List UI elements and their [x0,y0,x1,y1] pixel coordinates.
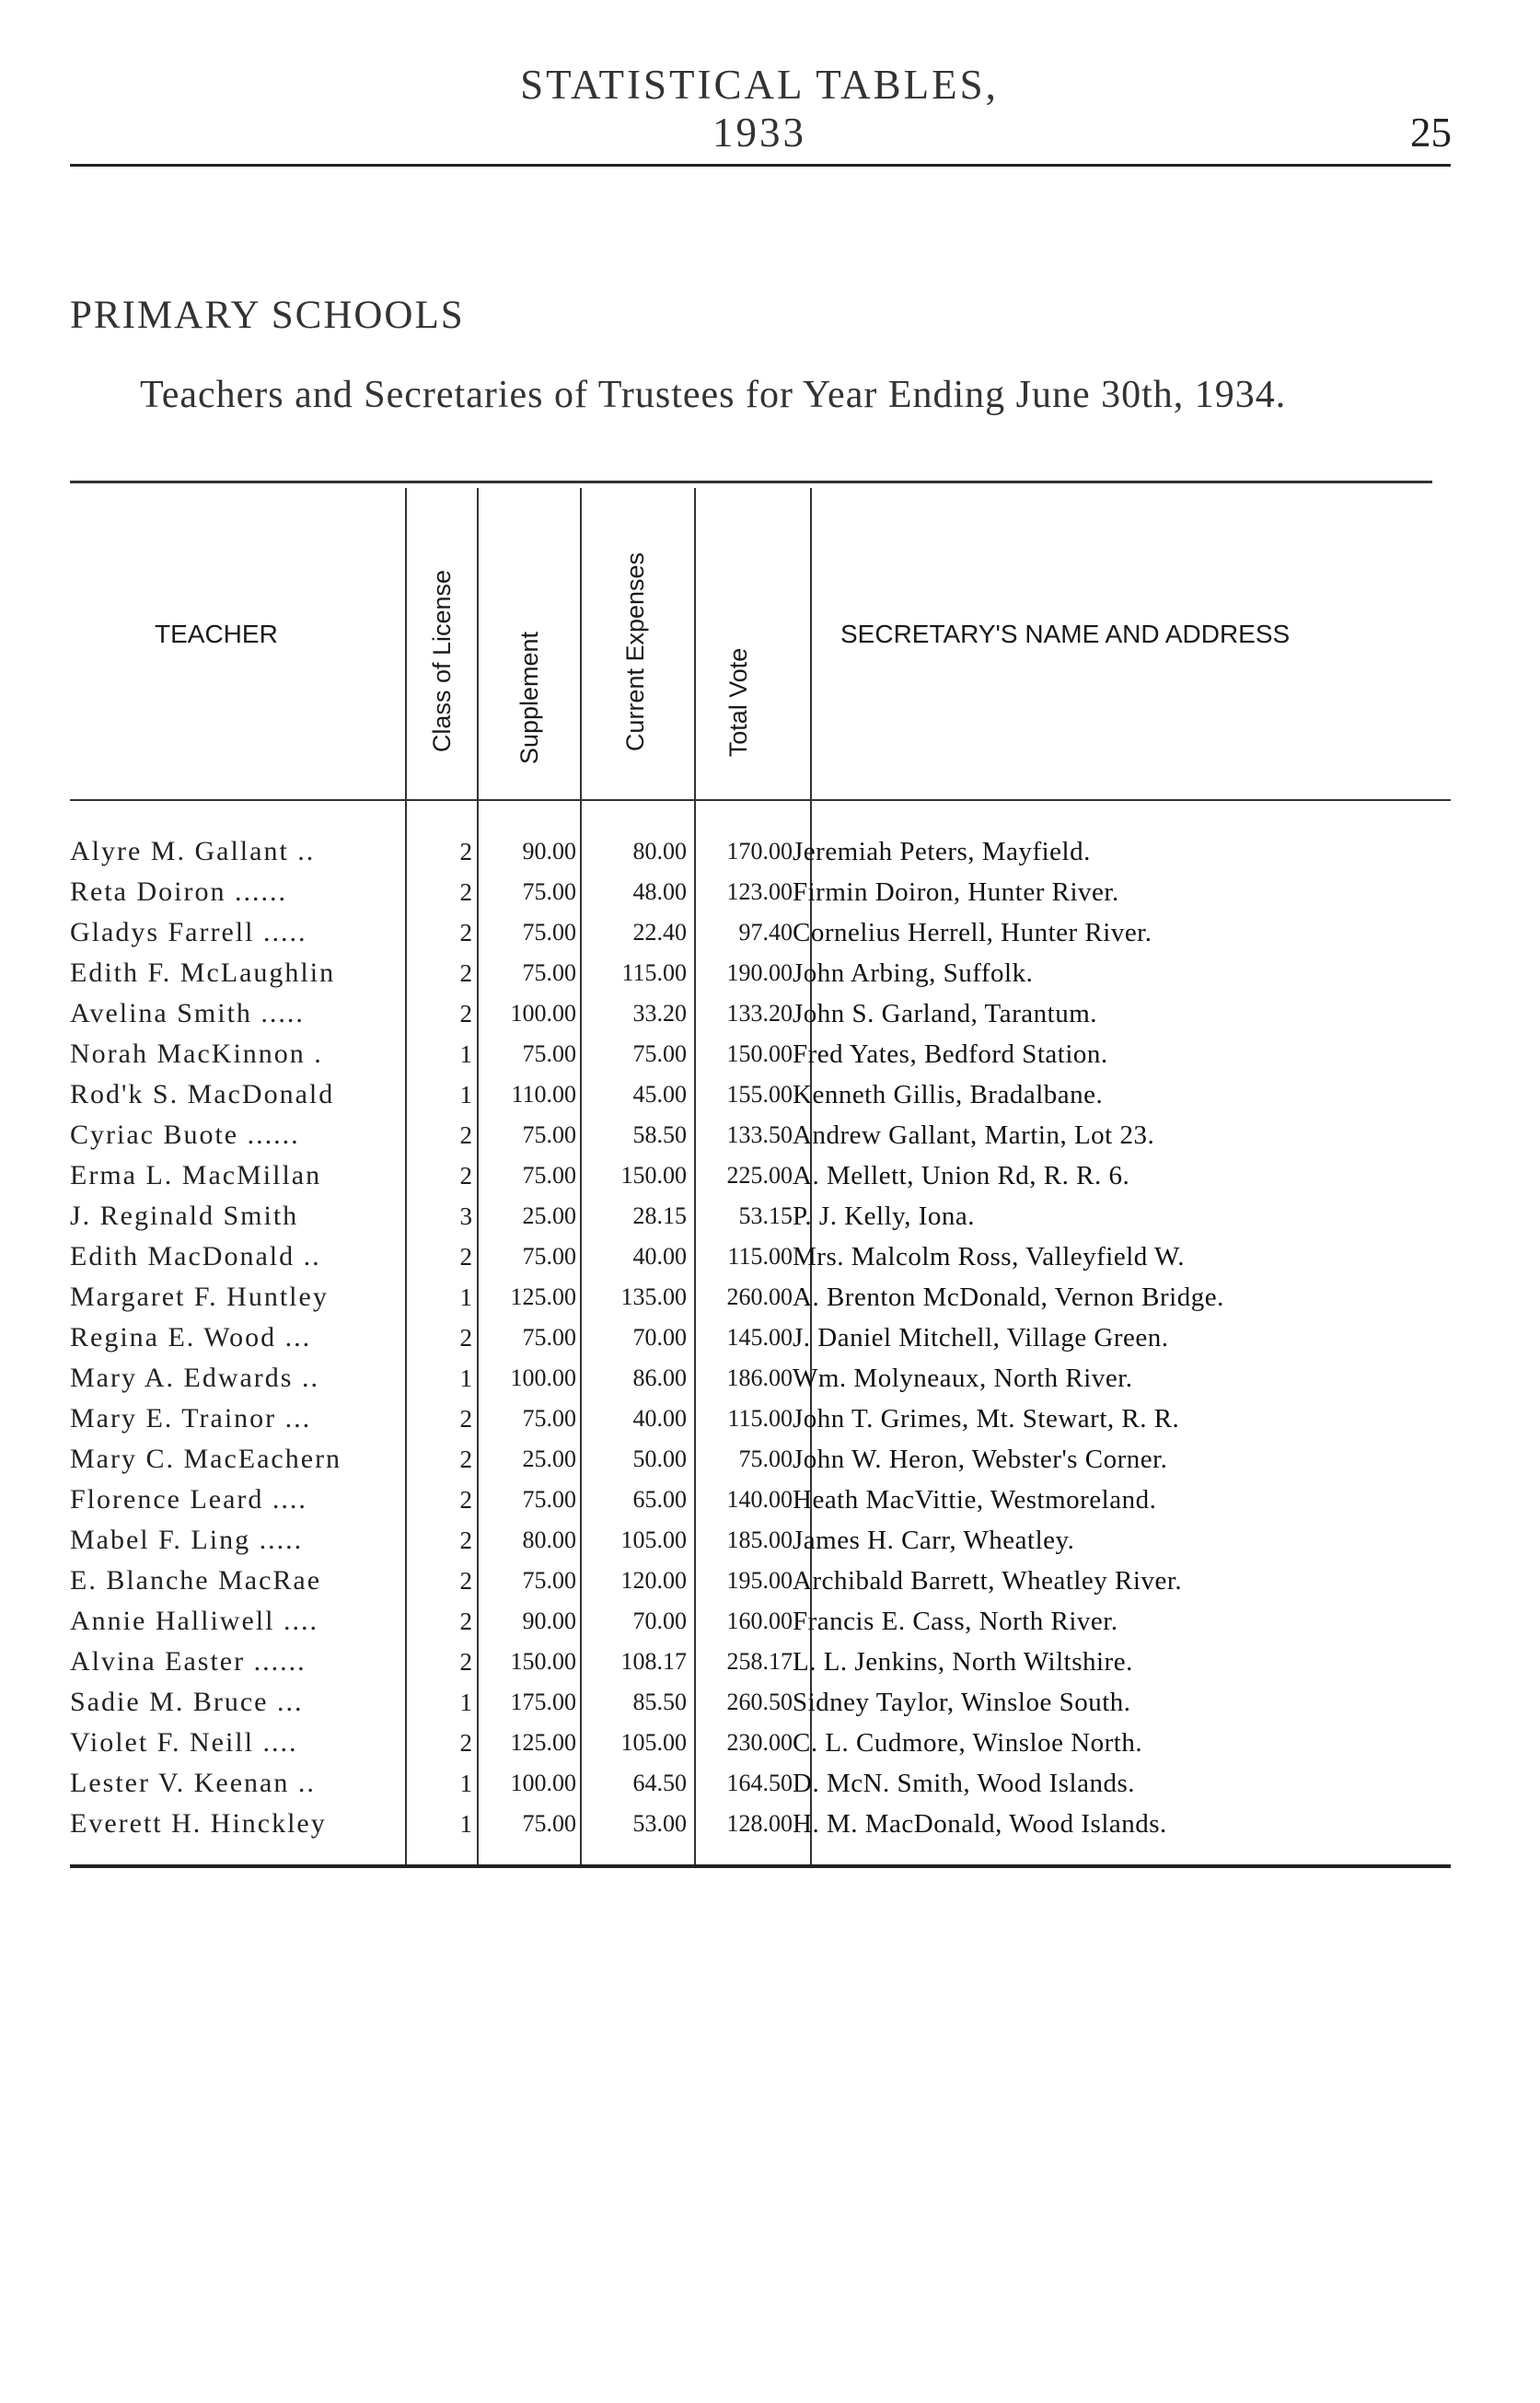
total-vote-value: 140.00 [726,1486,793,1513]
total-vote-value: 115.00 [727,1405,793,1432]
table-row [70,1318,1224,1358]
supplement-value: 75.00 [522,1810,576,1837]
total-vote-value: 75.00 [738,1445,793,1472]
table-row [70,1561,1224,1601]
teacher-name: Mary E. Trainor ... [70,1403,312,1434]
supplement-value: 80.00 [522,1527,576,1553]
table-row [70,1682,1224,1723]
secretary-name-address: P. J. Kelly, Iona. [793,1201,976,1231]
license-class: 1 [459,1809,472,1838]
license-class: 2 [459,958,472,987]
license-class: 2 [459,1242,472,1271]
supplement-value: 90.00 [522,838,576,865]
license-class: 2 [459,1323,472,1352]
table-row [70,1034,1224,1074]
total-vote-value: 195.00 [726,1567,793,1594]
supplement-value: 75.00 [522,1405,576,1432]
secretary-name-address: Fred Yates, Bedford Station. [793,1039,1108,1069]
table-row [70,831,1224,872]
column-header-total-vote: Total Vote [724,647,752,758]
current-expenses-value: 80.00 [632,838,687,865]
current-expenses-value: 70.00 [632,1608,687,1634]
secretary-name-address: A. Brenton McDonald, Vernon Bridge. [793,1282,1224,1312]
secretary-name-address: A. Mellett, Union Rd, R. R. 6. [793,1160,1130,1190]
current-expenses-value: 70.00 [632,1324,687,1351]
teacher-name: Norah MacKinnon . [70,1039,323,1069]
total-vote-value: 53.15 [738,1202,793,1229]
teacher-name: Cyriac Buote ...... [70,1120,300,1150]
running-title: STATISTICAL TABLES, 1933 [520,62,999,156]
license-class: 2 [459,1445,472,1473]
total-vote-value: 123.00 [726,878,793,905]
supplement-value: 110.00 [511,1081,576,1108]
section-title: PRIMARY SCHOOLS [70,294,465,337]
total-vote-value: 190.00 [726,959,793,986]
license-class: 2 [459,1566,472,1595]
table-row [70,872,1224,912]
license-class: 2 [459,1485,472,1514]
license-class: 2 [459,1120,472,1149]
total-vote-value: 145.00 [726,1324,793,1351]
secretary-name-address: Francis E. Cass, North River. [793,1606,1118,1636]
total-vote-value: 164.50 [726,1770,793,1796]
current-expenses-value: 40.00 [632,1243,687,1270]
teacher-name: Violet F. Neill .... [70,1727,298,1758]
license-class: 1 [459,1364,472,1392]
table-row [70,1601,1224,1642]
current-expenses-value: 150.00 [620,1162,687,1189]
license-class: 1 [459,1769,472,1797]
current-expenses-value: 48.00 [632,878,687,905]
total-vote-value: 186.00 [726,1364,793,1391]
table-row [70,912,1224,953]
license-class: 2 [459,837,472,865]
total-vote-value: 185.00 [726,1527,793,1553]
teacher-name: Reta Doiron ...... [70,876,287,907]
license-class: 2 [459,877,472,906]
total-vote-value: 115.00 [727,1243,793,1270]
teacher-name: Everett H. Hinckley [70,1808,327,1839]
license-class: 2 [459,1647,472,1676]
table-row [70,1115,1224,1155]
secretary-name-address: L. L. Jenkins, North Wiltshire. [793,1646,1133,1677]
current-expenses-value: 115.00 [621,959,687,986]
license-class: 1 [459,1039,472,1068]
license-class: 3 [459,1202,472,1230]
table-header-bottom-rule [70,799,1451,801]
page-number: 25 [1410,110,1452,156]
teacher-name: Sadie M. Bruce ... [70,1687,304,1717]
teacher-name: Mary A. Edwards .. [70,1363,319,1393]
total-vote-value: 260.00 [726,1283,793,1310]
supplement-value: 125.00 [510,1283,576,1310]
current-expenses-value: 33.20 [632,1000,687,1027]
total-vote-value: 97.40 [738,919,793,946]
supplement-value: 75.00 [522,1567,576,1594]
secretary-name-address: John S. Garland, Tarantum. [793,998,1097,1028]
current-expenses-value: 75.00 [632,1040,687,1067]
page-subtitle: Teachers and Secretaries of Trustees for Year Ending June 30th, 1934. [140,374,1287,416]
supplement-value: 100.00 [510,1000,576,1027]
secretary-name-address: Jeremiah Peters, Mayfield. [793,836,1091,866]
table-row [70,1236,1224,1277]
current-expenses-value: 58.50 [632,1121,687,1148]
teacher-name: Erma L. MacMillan [70,1160,322,1190]
current-expenses-value: 45.00 [632,1081,687,1108]
teacher-name: Annie Halliwell .... [70,1606,318,1636]
teacher-name: Florence Leard .... [70,1484,307,1515]
total-vote-value: 160.00 [726,1608,793,1634]
license-class: 1 [459,1283,472,1311]
supplement-value: 75.00 [522,959,576,986]
total-vote-value: 150.00 [726,1040,793,1067]
total-vote-value: 170.00 [726,838,793,865]
supplement-value: 75.00 [522,1324,576,1351]
license-class: 2 [459,1607,472,1635]
secretary-name-address: John W. Heron, Webster's Corner. [793,1444,1168,1474]
table-row [70,993,1224,1034]
supplement-value: 75.00 [522,1121,576,1148]
table-row [70,1439,1224,1480]
current-expenses-value: 64.50 [632,1770,687,1796]
column-header-secretary: SECRETARY'S NAME AND ADDRESS [840,620,1291,648]
teacher-name: Lester V. Keenan .. [70,1768,316,1798]
total-vote-value: 155.00 [726,1081,793,1108]
total-vote-value: 133.50 [726,1121,793,1148]
teacher-name: Edith F. McLaughlin [70,958,336,988]
column-header-current-expenses: Current Expenses [621,551,649,752]
current-expenses-value: 65.00 [632,1486,687,1513]
total-vote-value: 128.00 [726,1810,793,1837]
current-expenses-value: 50.00 [632,1445,687,1472]
supplement-value: 150.00 [510,1648,576,1675]
supplement-value: 25.00 [522,1445,576,1472]
table-row [70,1520,1224,1561]
total-vote-value: 225.00 [726,1162,793,1189]
secretary-name-address: Kenneth Gillis, Bradalbane. [793,1079,1104,1109]
secretary-name-address: Firmin Doiron, Hunter River. [793,876,1119,907]
teacher-name: Margaret F. Huntley [70,1282,329,1312]
table-row [70,1804,1224,1844]
supplement-value: 25.00 [522,1202,576,1229]
secretary-name-address: Sidney Taylor, Winsloe South. [793,1687,1131,1717]
table-row [70,1277,1224,1318]
teacher-name: Edith MacDonald .. [70,1241,321,1271]
license-class: 2 [459,1728,472,1757]
teacher-name: Gladys Farrell ..... [70,917,307,947]
current-expenses-value: 135.00 [620,1283,687,1310]
supplement-value: 75.00 [522,919,576,946]
current-expenses-value: 85.50 [632,1689,687,1715]
license-class: 2 [459,918,472,946]
license-class: 1 [459,1688,472,1716]
license-class: 2 [459,999,472,1027]
supplement-value: 75.00 [522,1486,576,1513]
supplement-value: 125.00 [510,1729,576,1756]
teacher-name: Avelina Smith ..... [70,998,305,1028]
total-vote-value: 258.17 [726,1648,793,1675]
table-row [70,1480,1224,1520]
current-expenses-value: 108.17 [620,1648,687,1675]
license-class: 2 [459,1526,472,1554]
teacher-name: Alvina Easter ...... [70,1646,307,1677]
table-row [70,1642,1224,1682]
current-expenses-value: 86.00 [632,1364,687,1391]
secretary-name-address: Andrew Gallant, Martin, Lot 23. [793,1120,1155,1150]
secretary-name-address: John Arbing, Suffolk. [793,958,1034,988]
secretary-name-address: J. Daniel Mitchell, Village Green. [793,1322,1169,1352]
table-body [70,831,1224,1844]
teacher-name: J. Reginald Smith [70,1201,299,1231]
supplement-value: 75.00 [522,1243,576,1270]
supplement-value: 90.00 [522,1608,576,1634]
teacher-name: Rod'k S. MacDonald [70,1079,335,1109]
header-rule [70,164,1451,167]
table-row [70,953,1224,993]
teacher-name: E. Blanche MacRae [70,1565,322,1596]
table-row [70,1723,1224,1763]
supplement-value: 175.00 [510,1689,576,1715]
total-vote-value: 230.00 [726,1729,793,1756]
secretary-name-address: D. McN. Smith, Wood Islands. [793,1768,1136,1798]
table-row [70,1196,1224,1236]
supplement-value: 75.00 [522,878,576,905]
license-class: 1 [459,1080,472,1109]
supplement-value: 100.00 [510,1364,576,1391]
supplement-value: 100.00 [510,1770,576,1796]
secretary-name-address: Archibald Barrett, Wheatley River. [793,1565,1183,1596]
table-row [70,1074,1224,1115]
secretary-name-address: C. L. Cudmore, Winsloe North. [793,1727,1143,1758]
secretary-name-address: James H. Carr, Wheatley. [793,1525,1075,1555]
teacher-name: Mabel F. Ling ..... [70,1525,304,1555]
secretary-name-address: H. M. MacDonald, Wood Islands. [793,1808,1167,1839]
table-row [70,1763,1224,1804]
secretary-name-address: Mrs. Malcolm Ross, Valleyfield W. [793,1241,1185,1271]
current-expenses-value: 40.00 [632,1405,687,1432]
current-expenses-value: 120.00 [620,1567,687,1594]
teachers-table [70,831,1224,1844]
table-bottom-rule [70,1864,1451,1868]
teacher-name: Alyre M. Gallant .. [70,836,316,866]
secretary-name-address: Wm. Molyneaux, North River. [793,1363,1133,1393]
column-header-teacher: TEACHER [155,620,278,648]
license-class: 2 [459,1404,472,1433]
current-expenses-value: 28.15 [632,1202,687,1229]
table-row [70,1399,1224,1439]
table-top-rule [70,481,1432,483]
secretary-name-address: Cornelius Herrell, Hunter River. [793,917,1152,947]
current-expenses-value: 105.00 [620,1527,687,1553]
current-expenses-value: 105.00 [620,1729,687,1756]
supplement-value: 75.00 [522,1162,576,1189]
supplement-value: 75.00 [522,1040,576,1067]
column-header-supplement: Supplement [515,631,543,765]
total-vote-value: 133.20 [726,1000,793,1027]
column-header-class-of-license: Class of License [428,569,456,753]
teacher-name: Mary C. MacEachern [70,1444,342,1474]
license-class: 2 [459,1161,472,1190]
total-vote-value: 260.50 [726,1689,793,1715]
teacher-name: Regina E. Wood ... [70,1322,312,1352]
table-row [70,1155,1224,1196]
current-expenses-value: 53.00 [632,1810,687,1837]
current-expenses-value: 22.40 [632,919,687,946]
secretary-name-address: John T. Grimes, Mt. Stewart, R. R. [793,1403,1180,1434]
table-row [70,1358,1224,1399]
secretary-name-address: Heath MacVittie, Westmoreland. [793,1484,1157,1515]
